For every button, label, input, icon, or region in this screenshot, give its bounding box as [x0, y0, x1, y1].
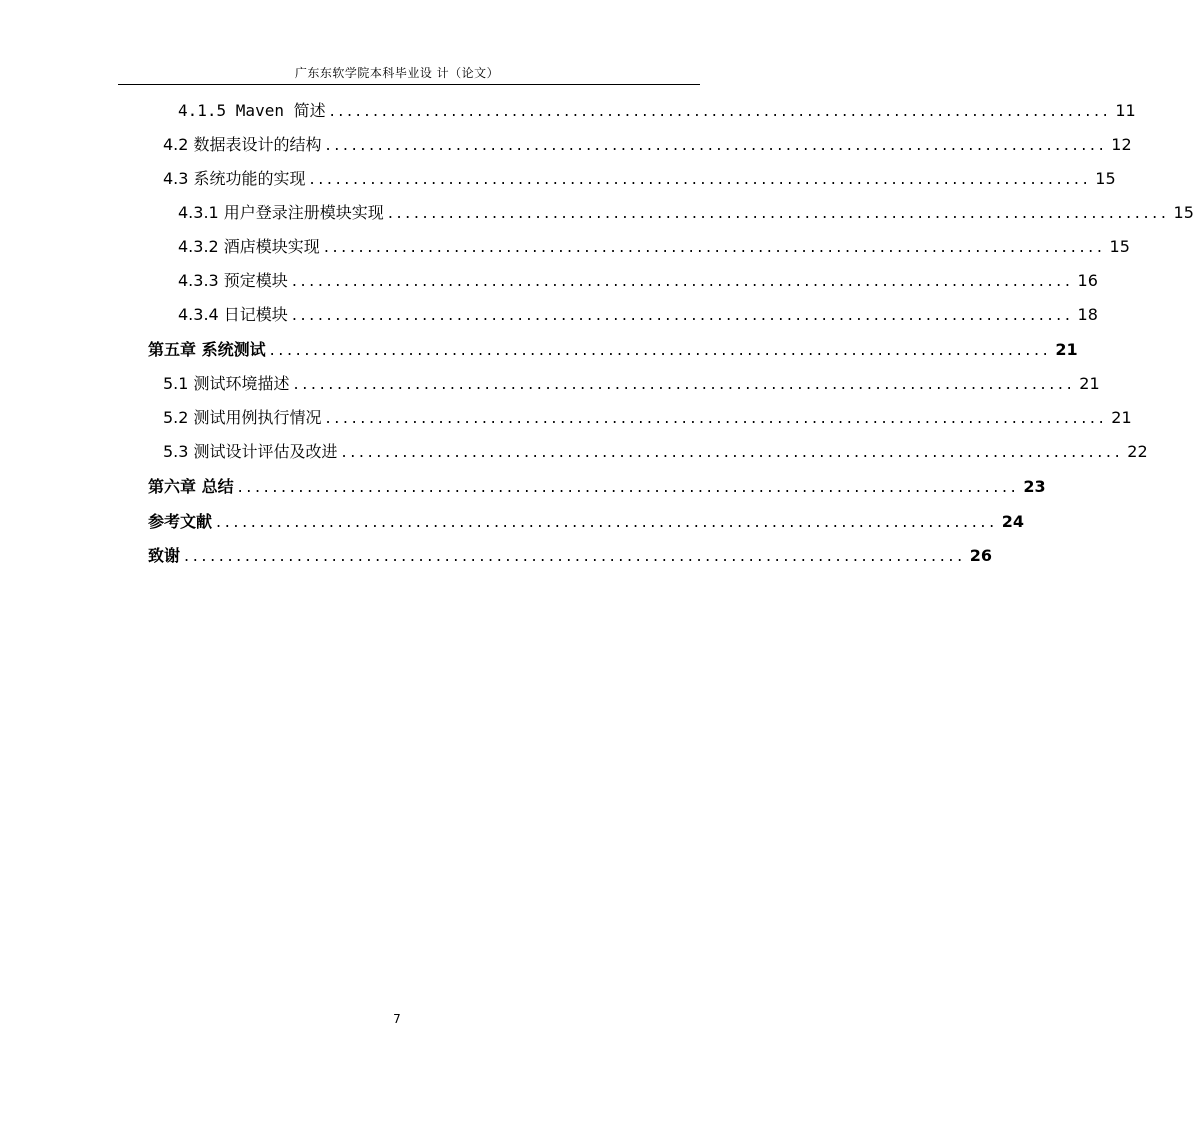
toc-entry-label: 第六章 总结 [148, 477, 234, 496]
toc-entry-page: 16 [1077, 271, 1098, 290]
toc-entry-label: 4.3.2 酒店模块实现 [178, 237, 320, 256]
toc-leader-dots: .......................................................................................... [293, 374, 1076, 393]
toc-leader-dots: .......................................................................................... [291, 271, 1074, 290]
toc-entry-label: 4.3.3 预定模块 [178, 271, 288, 290]
toc-entry[interactable] [163, 403, 1132, 429]
toc-entry-label: 5.1 测试环境描述 [163, 374, 290, 393]
toc-entry[interactable] [163, 369, 1100, 395]
toc-chapter-entry[interactable] [148, 335, 1078, 361]
toc-entry[interactable] [163, 437, 1148, 463]
toc-entry[interactable] [178, 96, 1136, 122]
toc-leader-dots: .......................................................................................... [341, 442, 1124, 461]
toc-entry-page: 15 [1095, 169, 1116, 188]
toc-entry[interactable] [178, 300, 1098, 326]
toc-entry[interactable] [178, 232, 1130, 258]
toc-entry-page: 18 [1077, 305, 1098, 324]
toc-leader-dots: .......................................................................................... [323, 237, 1106, 256]
toc-entry-page: 26 [969, 546, 993, 565]
toc-chapter-entry[interactable] [148, 472, 1046, 498]
toc-entry[interactable] [163, 164, 1116, 190]
toc-leader-dots: .......................................................................................... [269, 340, 1052, 359]
toc-leader-dots: .......................................................................................... [184, 546, 966, 565]
toc-entry-page: 21 [1055, 340, 1078, 359]
toc-leader-dots: .......................................................................................... [216, 512, 998, 531]
toc-entry-label: 5.2 测试用例执行情况 [163, 408, 322, 427]
toc-entry-page: 23 [1023, 477, 1046, 496]
toc-entry-label: 4.3.1 用户登录注册模块实现 [178, 203, 384, 222]
page-number: 7 [393, 1012, 401, 1026]
toc-leader-dots: .......................................................................................... [309, 169, 1092, 188]
toc-leader-dots: .......................................................................................... [329, 101, 1112, 120]
toc-entry-label: 4.3 系统功能的实现 [163, 169, 306, 188]
toc-entry-label: 4.2 数据表设计的结构 [163, 135, 322, 154]
toc-leader-dots: .......................................................................................... [237, 477, 1020, 496]
toc-chapter-entry[interactable] [148, 507, 1025, 533]
toc-entry[interactable] [178, 266, 1098, 292]
toc-entry-label: 参考文献 [148, 512, 213, 531]
toc-entry-label: 4.3.4 日记模块 [178, 305, 288, 324]
toc-entry-label: 4.1.5 Maven 简述 [178, 101, 326, 120]
toc-entry-label: 致谢 [148, 546, 181, 565]
toc-leader-dots: .......................................................................................... [387, 203, 1170, 222]
toc-entry-page: 12 [1111, 135, 1132, 154]
toc-leader-dots: .......................................................................................... [325, 135, 1108, 154]
toc-entry-page: 15 [1173, 203, 1194, 222]
toc-entry-page: 15 [1109, 237, 1130, 256]
toc-entry-page: 22 [1127, 442, 1148, 461]
toc-entry-label: 5.3 测试设计评估及改进 [163, 442, 338, 461]
header-divider [118, 84, 700, 85]
toc-entry[interactable] [178, 198, 1194, 224]
toc-entry-page: 21 [1111, 408, 1132, 427]
page-header-title: 广东东软学院本科毕业设 计（论文） [294, 66, 500, 80]
toc-leader-dots: .......................................................................................... [325, 408, 1108, 427]
toc-entry-page: 21 [1079, 374, 1100, 393]
toc-chapter-entry[interactable] [148, 541, 993, 567]
toc-leader-dots: .......................................................................................... [291, 305, 1074, 324]
toc-entry[interactable] [163, 130, 1132, 156]
toc-entry-label: 第五章 系统测试 [148, 340, 266, 359]
toc-entry-page: 11 [1115, 101, 1136, 120]
toc-entry-page: 24 [1001, 512, 1025, 531]
